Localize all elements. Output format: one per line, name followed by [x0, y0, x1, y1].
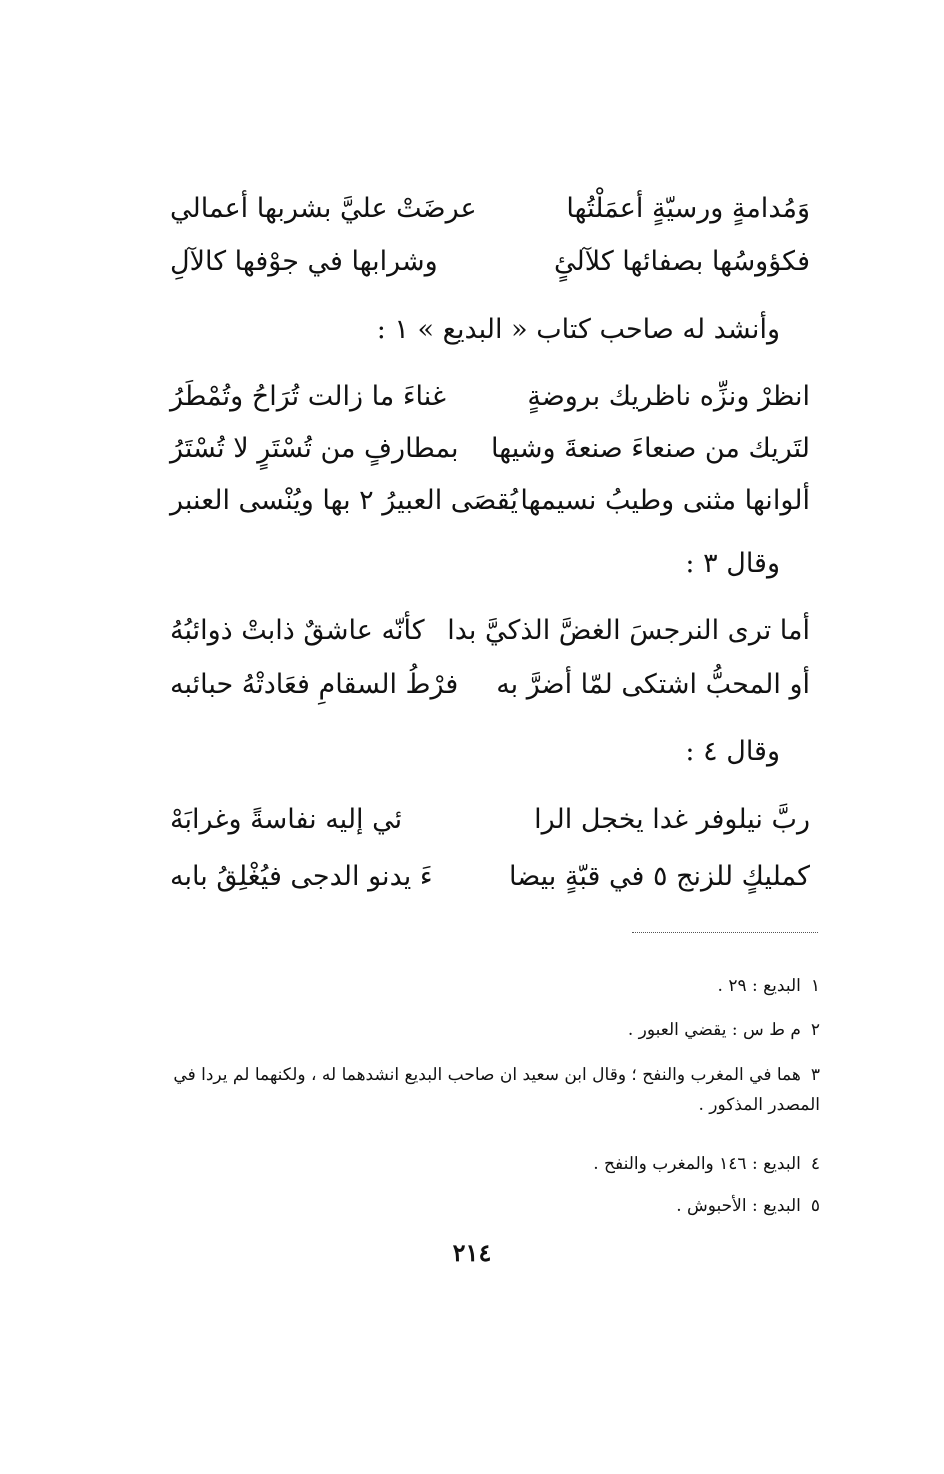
footnote-separator: [632, 932, 818, 933]
verse-line: [170, 184, 810, 234]
verse-first-hemistich: كمليكٍ للزنج ٥ في قبّةٍ بيضا: [509, 861, 810, 892]
verse-line: [170, 237, 810, 287]
verse-first-hemistich: أو المحبُّ اشتكى لمّا أضرَّ به: [496, 669, 810, 700]
intro-line: وقال ٤ :: [685, 736, 780, 767]
verse-line: [170, 424, 810, 474]
intro-line: وقال ٣ :: [685, 548, 780, 579]
footnote: [628, 1016, 820, 1044]
verse-first-hemistich: فكؤوسُها بصفائها كلآلئٍ: [554, 246, 810, 277]
page-number: ٢١٤: [452, 1238, 492, 1267]
footnote-text: البديع : ١٤٦ والمغرب والنفح .: [593, 1154, 801, 1174]
verse-line: [170, 476, 810, 526]
verse-second-hemistich: غناءَ ما زالت تُرَاحُ وتُمْطَرُ: [170, 381, 447, 412]
verse-second-hemistich: بمطارفٍ من تُسْتَرٍ لا تُسْتَرُ: [170, 433, 459, 464]
footnote-number: ٥: [810, 1196, 820, 1216]
verse-second-hemistich: وشرابها في جوْفها كالآلِ: [170, 246, 438, 277]
footnote-number: ٣: [810, 1065, 820, 1085]
verse-line: [170, 795, 810, 845]
footnote: [140, 1060, 820, 1120]
verse-second-hemistich: كأنّه عاشقٌ ذابتْ ذوائبُهُ: [170, 615, 425, 646]
footnote: [718, 972, 821, 1000]
footnote: [676, 1192, 820, 1220]
verse-first-hemistich: انظرْ ونزِّه ناظريك بروضةٍ: [527, 381, 810, 412]
verse-line: [170, 606, 810, 656]
verse-second-hemistich: فرْطُ السقامِ فعَادتْهُ حبائبه: [170, 669, 459, 700]
footnote-number: ١: [810, 976, 820, 996]
footnote-number: ٢: [810, 1020, 820, 1040]
verse-first-hemistich: لتَريك من صنعاءَ صنعةَ وشيها: [491, 433, 810, 464]
footnote-text: هما في المغرب والنفح ؛ وقال ابن سعيد ان صاحب البديع انشدهما له ، ولكنهما لم يردا في المصدر المذكور .: [173, 1065, 820, 1115]
footnote: [593, 1150, 820, 1178]
verse-second-hemistich: ءَ يدنو الدجى فيُغْلِقُ بابه: [170, 861, 433, 892]
footnote-number: ٤: [810, 1154, 820, 1174]
verse-line: [170, 372, 810, 422]
verse-line: [170, 852, 810, 902]
verse-first-hemistich: ربَّ نيلوفر غدا يخجل الرا: [534, 804, 810, 835]
intro-line: وأنشد له صاحب كتاب « البديع » ١ :: [376, 314, 780, 345]
footnote-text: البديع : ٢٩ .: [717, 976, 801, 996]
verse-first-hemistich: أما ترى النرجسَ الغضَّ الذكيَّ بدا: [447, 615, 810, 646]
footnote-text: البديع : الأحبوش .: [676, 1196, 801, 1216]
verse-second-hemistich: عرضَتْ عليَّ بشربها أعمالي: [170, 193, 477, 224]
verse-line: [170, 660, 810, 710]
verse-first-hemistich: وَمُدامةٍ ورسيّةٍ أعمَلْتُها: [566, 193, 810, 224]
footnote-text: م ط س : يقضي العبور .: [627, 1020, 801, 1040]
verse-second-hemistich: ئي إليه نفاسةً وغرابَهْ: [170, 804, 403, 835]
verse-first-hemistich: ألوانها مثنى وطيبُ نسيمها: [520, 485, 810, 516]
verse-second-hemistich: يُقصَى العبيرُ ٢ بها ويُنْسى العنبر: [170, 485, 518, 516]
